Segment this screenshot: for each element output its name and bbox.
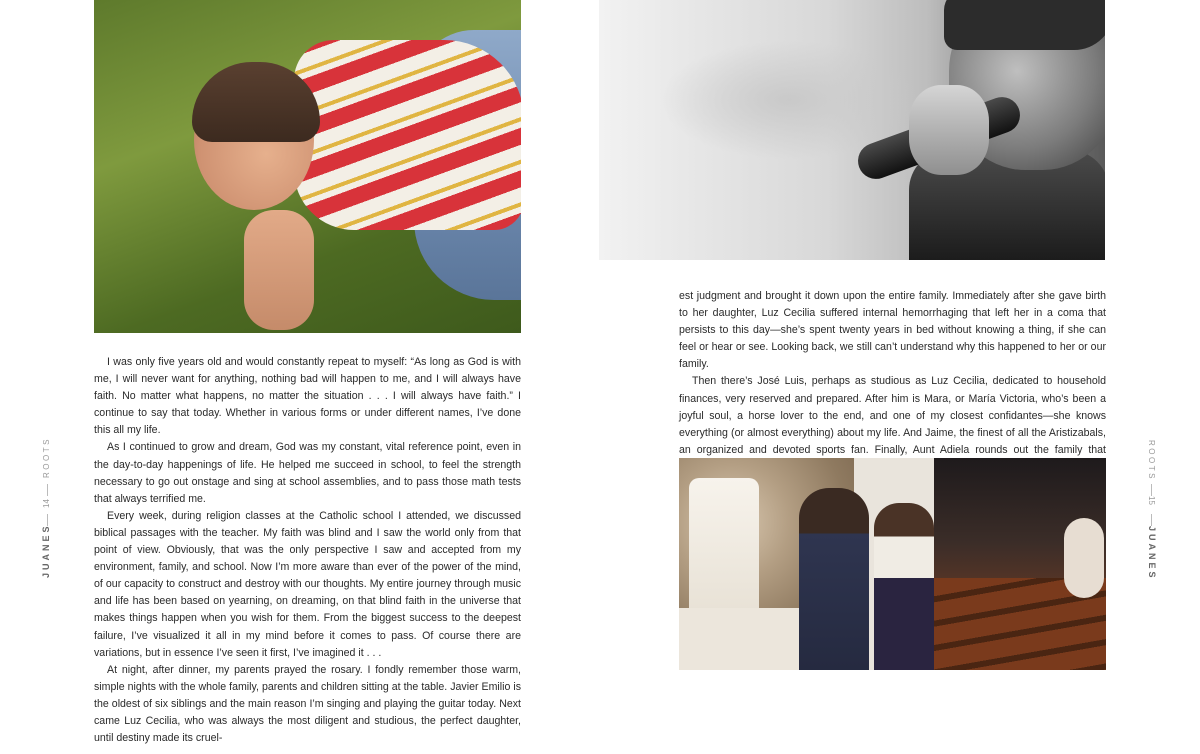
running-head-author: JUANES (41, 523, 51, 578)
photo-boy-on-grass (94, 0, 521, 333)
right-page-body-text (679, 288, 1106, 476)
page-number: 15 (1147, 496, 1156, 505)
photo-family-collage (679, 458, 1106, 670)
left-page-body-text (94, 354, 521, 747)
running-head-divider (1151, 484, 1152, 496)
right-page-running-head (1142, 440, 1162, 590)
running-head-divider (1151, 514, 1152, 526)
running-head-section: ROOTS (42, 437, 51, 478)
paragraph: I was only five years old and would constantly repeat to myself: “As long as God is with me, I will never want for anything, nothing bad will happen to me, and I will always have faith. No matter what happens, no matter the situation . . . I will always have faith.” I continue to say that today. Whether in various forms or under different names, I’ve done this all my life. (94, 356, 521, 437)
page-number: 14 (42, 499, 51, 508)
paragraph: At night, after dinner, my parents prayed the rosary. I fondly remember those warm, simple nights with the whole family, parents and children sitting at the table. Javier Emilio is the oldest of six siblings and the main reason I’m singing and playing the guitar today. Next came Luz Cecilia, who was always the most diligent and studious, the perfect daughter, until destiny made its cruel- (94, 663, 521, 745)
running-head-author: JUANES (1147, 526, 1157, 581)
photo-singer-with-microphone (599, 0, 1105, 260)
paragraph: Every week, during religion classes at the Catholic school I attended, we discussed biblical passages with the teacher. My faith was blind and I saw the world only from that point of view. Obviously, that was the only perspective I saw and accepted from my environment, family, and school. Now I’m more aware than ever of the power of the mind, of our capacity to construct and destroy with our thoughts. My entire journey through music and life has been based on yearning, on dreaming, on that blind faith in the universe that makes things happen when you wish for them. From the biggest success to the deepest failure, I’ve visualized it all in my mind before it comes to pass. Of course there are variations, but in essence I’ve seen it first, I’ve imagined it . . . (94, 509, 521, 659)
paragraph: est judgment and brought it down upon the entire family. Immediately after she gave birth to her daughter, Luz Cecilia suffered internal hemorrhaging that left her in a coma that persists to this day—she’s spent twenty years in bed without knowing a thing, if she can feel or hear or see. Looking back, we still can’t understand why this happened to her or our family. (679, 290, 1106, 371)
running-head-section: ROOTS (1147, 440, 1156, 481)
paragraph: As I continued to grow and dream, God was my constant, vital reference point, even in the day-to-day happenings of life. He helped me succeed in school, to feel the strength necessary to go out onstage and sing at school assemblies, and to pass those math tests that always terrified me. (94, 441, 521, 505)
paragraph: Then there’s José Luis, perhaps as studious as Luz Cecilia, dedicated to household finances, very reserved and prepared. After him is Mara, or María Victoria, who’s been a joyful soul, a horse lover to the end, and one of my closest confidantes—she knows everything (or almost everything) about my life. And Jaime, the finest of all the Aristizabals, an organized and devoted sports fan. Finally, Aunt Adiela rounds out the family that (679, 375, 1106, 456)
running-head-divider (47, 484, 48, 496)
left-page-running-head (38, 437, 58, 590)
